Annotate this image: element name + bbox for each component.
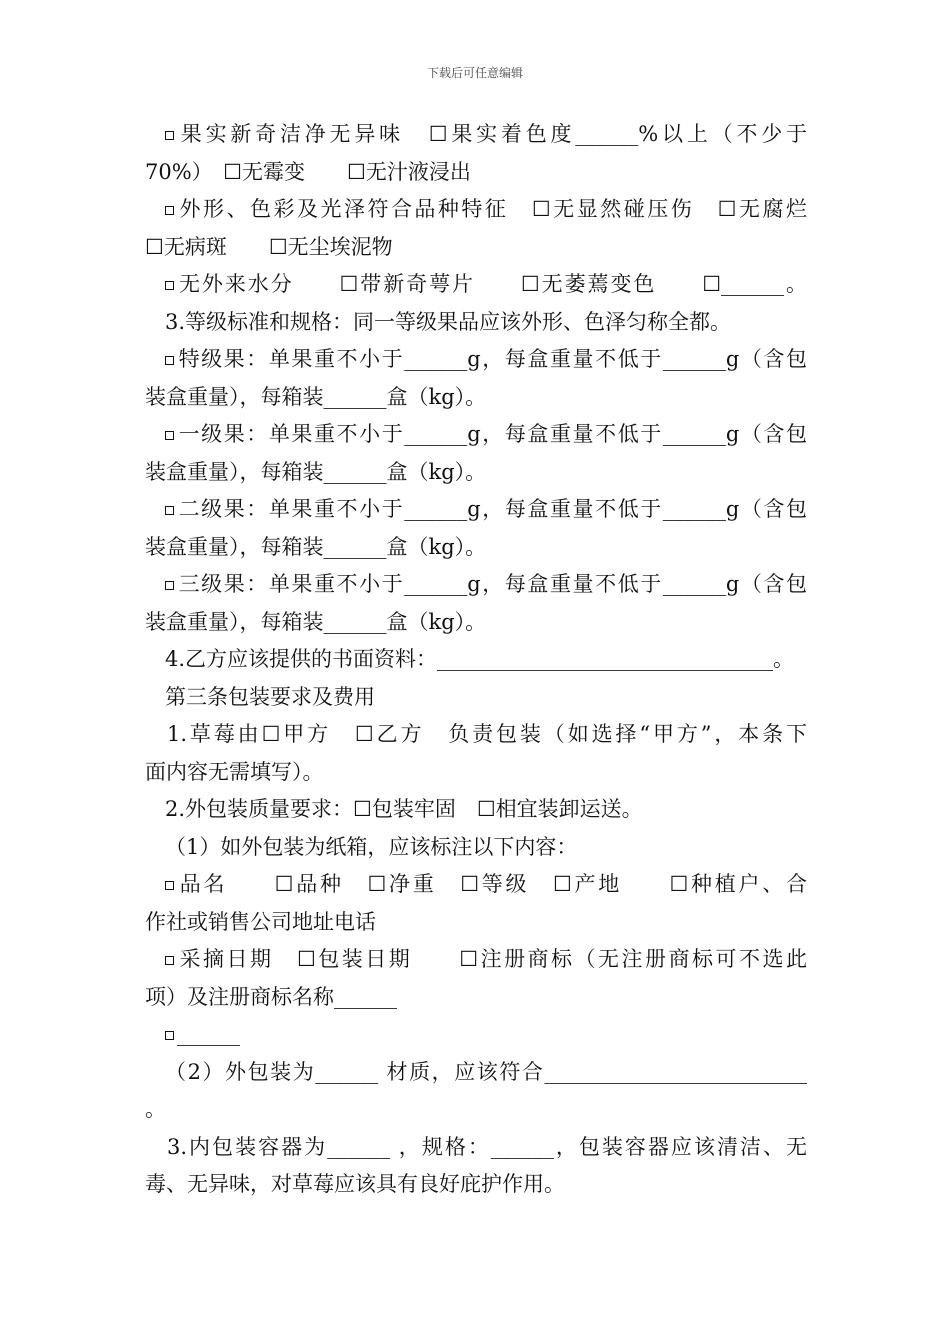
- article-three-heading: 第三条包装要求及费用: [165, 684, 375, 709]
- checkbox-icon[interactable]: [165, 431, 174, 440]
- checkbox-icon[interactable]: [165, 956, 174, 965]
- checkbox-icon[interactable]: [165, 581, 174, 590]
- inner-container-line-2: 毒、无异味，对草莓应该具有良好庇护作用。: [145, 1172, 565, 1196]
- quality-line-1: 果实新奇洁净无异味 ☐果实着色度______%以上（不少于: [145, 116, 807, 154]
- checkbox-icon[interactable]: [165, 131, 174, 140]
- grade-special-line-2: 装盒重量），每箱装______盒（kg）。: [145, 384, 487, 409]
- inner-container-line-1: 3.内包装容器为______ ，规格：______，包装容器应该清洁、无: [167, 1134, 807, 1159]
- grade-first-line-2: 装盒重量），每箱装______盒（kg）。: [145, 459, 487, 484]
- carton-label-heading: （1）如外包装为纸箱，应该标注以下内容：: [165, 834, 578, 859]
- packaging-responsibility-line-2: 面内容无需填写）。: [145, 759, 324, 784]
- carton-label-line-1: 品名 ☐品种 ☐净重 ☐等级 ☐产地 ☐种植户、合: [145, 866, 807, 904]
- grade-second-line-2: 装盒重量），每箱装______盒（kg）。: [145, 534, 487, 559]
- packaging-responsibility-line-1: 1.草莓由☐甲方 ☐乙方 负责包装（如选择“甲方”，本条下: [167, 722, 807, 746]
- outer-material-line-2: 。: [145, 1097, 166, 1121]
- quality-line-4: ☐无病斑 ☐无尘埃泥物: [145, 234, 393, 259]
- page-header: 下载后可任意编辑: [426, 66, 523, 80]
- document-body: [145, 116, 807, 1204]
- checkbox-icon[interactable]: [165, 881, 174, 890]
- checkbox-icon[interactable]: [165, 281, 174, 290]
- grade-special-line-1: 特级果：单果重不小于______g，每盒重量不低于______g（含包: [145, 341, 807, 379]
- carton-label-line-3: 采摘日期 ☐包装日期 ☐注册商标（无注册商标可不选此: [145, 941, 807, 979]
- grade-first-line-1: 一级果：单果重不小于______g，每盒重量不低于______g（含包: [145, 416, 807, 454]
- checkbox-icon[interactable]: [165, 506, 174, 515]
- carton-label-line-4: 项）及注册商标名称______: [145, 984, 397, 1009]
- written-materials-line: 4.乙方应该提供的书面资料：________________________________。: [165, 647, 795, 671]
- grade-standard-heading: 3.等级标准和规格：同一等级果品应该外形、色泽匀称全都。: [165, 309, 732, 334]
- quality-line-3: 外形、色彩及光泽符合品种特征 ☐无显然碰压伤 ☐无腐烂: [145, 191, 807, 229]
- carton-label-line-2: 作社或销售公司地址电话: [145, 909, 376, 934]
- outer-packaging-quality-line: 2.外包装质量要求：☐包装牢固 ☐相宜装卸运送。: [165, 797, 643, 821]
- grade-third-line-1: 三级果：单果重不小于______g，每盒重量不低于______g（含包: [145, 566, 807, 604]
- quality-line-2: 70%） ☐无霉变 ☐无汁液浸出: [145, 159, 471, 184]
- checkbox-icon[interactable]: [165, 206, 174, 215]
- quality-line-5: 无外来水分 ☐带新奇萼片 ☐无萎蔫变色 ☐______。: [145, 266, 807, 304]
- outer-material-line-1: （2）外包装为______ 材质，应该符合_________________________: [165, 1059, 807, 1084]
- grade-third-line-2: 装盒重量），每箱装______盒（kg）。: [145, 609, 487, 634]
- grade-second-line-1: 二级果：单果重不小于______g，每盒重量不低于______g（含包: [145, 491, 807, 529]
- checkbox-icon[interactable]: [165, 1031, 174, 1040]
- checkbox-icon[interactable]: [165, 356, 174, 365]
- carton-label-other-line: ______: [145, 1016, 807, 1054]
